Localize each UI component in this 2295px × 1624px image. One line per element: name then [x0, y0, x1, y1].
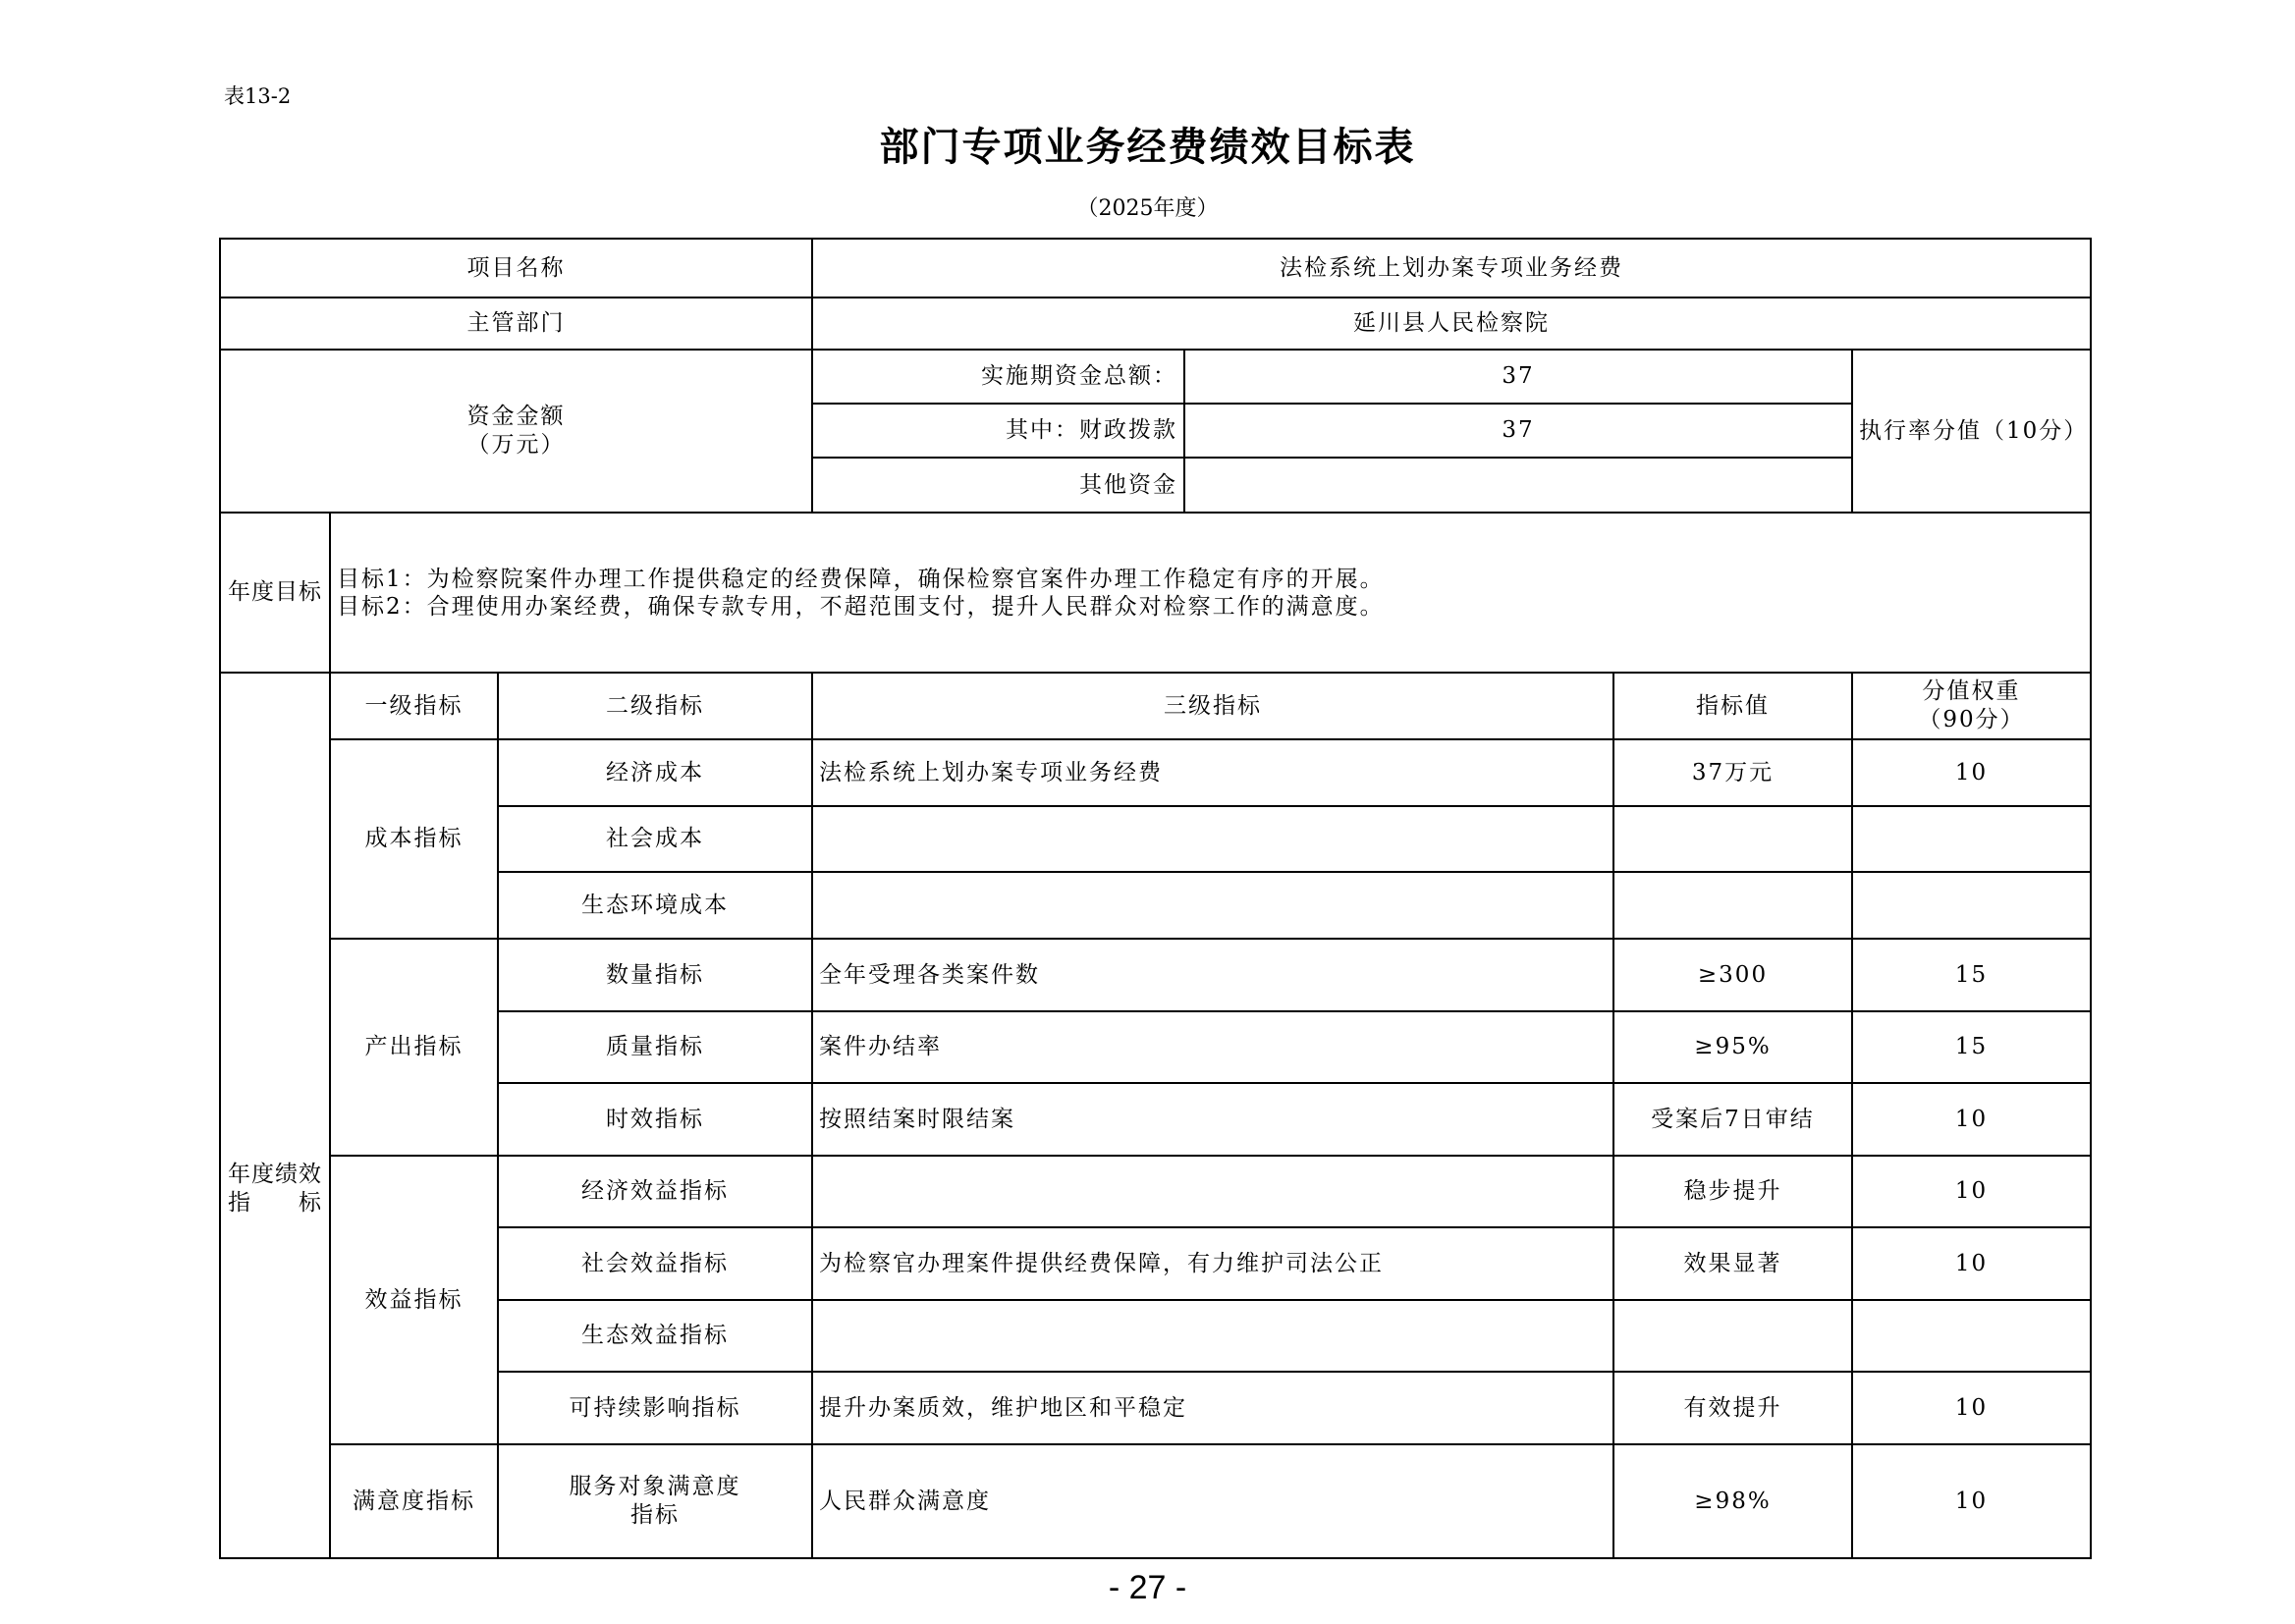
project-name-row — [220, 239, 2091, 298]
department-row — [220, 298, 2091, 350]
indicator-header-row — [220, 673, 2091, 739]
level3-cell: 按照结案时限结案 — [812, 1083, 1613, 1156]
table-number: 表13-2 — [224, 84, 292, 108]
side-label-line2: 指 标 — [228, 1190, 322, 1216]
table-row — [220, 1083, 2091, 1156]
value-cell — [1613, 872, 1852, 939]
group-benefit: 效益指标 — [330, 1156, 498, 1444]
value-cell — [1613, 1300, 1852, 1372]
value-cell — [1613, 806, 1852, 872]
level3-cell — [812, 1300, 1613, 1372]
weight-cell: 10 — [1852, 1372, 2091, 1444]
goal-2: 目标2：合理使用办案经费，确保专款专用，不超范围支付，提升人民群众对检察工作的满意度。 — [337, 593, 1385, 620]
project-name-label: 项目名称 — [220, 239, 812, 298]
annual-goals-label: 年度目标 — [220, 513, 330, 673]
fund-amount-label-line2: （万元） — [466, 432, 566, 458]
weight-cell: 10 — [1852, 739, 2091, 806]
fund-total-label: 实施期资金总额： — [812, 350, 1184, 404]
weight-cell — [1852, 1300, 2091, 1372]
header-weight-line1: 分值权重 — [1922, 678, 2021, 705]
weight-cell: 15 — [1852, 939, 2091, 1011]
value-cell: ≥300 — [1613, 939, 1852, 1011]
level2-cell — [498, 1444, 812, 1558]
value-cell: 效果显著 — [1613, 1227, 1852, 1300]
header-weight-line2: （90分） — [1918, 707, 2025, 732]
header-level1: 一级指标 — [330, 673, 498, 739]
value-cell: ≥95% — [1613, 1011, 1852, 1083]
execution-rate-score: 执行率分值（10分） — [1852, 350, 2091, 513]
level3-cell — [812, 1156, 1613, 1227]
fund-total-value: 37 — [1184, 350, 1852, 404]
level3-cell: 法检系统上划办案专项业务经费 — [812, 739, 1613, 806]
level2-cell: 经济成本 — [498, 739, 812, 806]
value-cell: ≥98% — [1613, 1444, 1852, 1558]
level2-cell: 可持续影响指标 — [498, 1372, 812, 1444]
weight-cell — [1852, 872, 2091, 939]
side-label-line1: 年度绩效 — [228, 1162, 322, 1188]
page-title: 部门专项业务经费绩效目标表 — [879, 125, 1416, 170]
fiscal-appropriation-value: 37 — [1184, 404, 1852, 458]
fiscal-year: （2025年度） — [1076, 196, 1219, 221]
value-cell: 受案后7日审结 — [1613, 1083, 1852, 1156]
header-value: 指标值 — [1613, 673, 1852, 739]
level2-cell: 社会成本 — [498, 806, 812, 872]
level2-line1: 服务对象满意度 — [569, 1474, 741, 1500]
performance-target-table — [219, 238, 2092, 1559]
weight-cell: 10 — [1852, 1156, 2091, 1227]
table-row — [220, 1300, 2091, 1372]
fund-amount-label — [220, 350, 812, 513]
table-row — [220, 739, 2091, 806]
annual-goals-row — [220, 513, 2091, 673]
level3-cell — [812, 806, 1613, 872]
table-row — [220, 939, 2091, 1011]
table-row — [220, 1444, 2091, 1558]
table-row — [220, 1011, 2091, 1083]
weight-cell — [1852, 806, 2091, 872]
department-label: 主管部门 — [220, 298, 812, 350]
weight-cell: 15 — [1852, 1011, 2091, 1083]
value-cell: 有效提升 — [1613, 1372, 1852, 1444]
header-weight — [1852, 673, 2091, 739]
level3-cell — [812, 872, 1613, 939]
page-number: - 27 - — [1108, 1569, 1187, 1606]
weight-cell: 10 — [1852, 1444, 2091, 1558]
department-value: 延川县人民检察院 — [812, 298, 2091, 350]
level3-cell: 全年受理各类案件数 — [812, 939, 1613, 1011]
fund-amount-label-line1: 资金金额 — [466, 404, 566, 430]
table-row — [220, 1156, 2091, 1227]
weight-cell: 10 — [1852, 1083, 2091, 1156]
level2-cell: 生态环境成本 — [498, 872, 812, 939]
header-level2: 二级指标 — [498, 673, 812, 739]
fund-total-row — [220, 350, 2091, 404]
level2-cell: 时效指标 — [498, 1083, 812, 1156]
level2-cell: 社会效益指标 — [498, 1227, 812, 1300]
group-output: 产出指标 — [330, 939, 498, 1156]
value-cell: 稳步提升 — [1613, 1156, 1852, 1227]
group-satisfaction: 满意度指标 — [330, 1444, 498, 1558]
table-row — [220, 1372, 2091, 1444]
annual-goals-content — [330, 513, 2091, 673]
level3-cell: 案件办结率 — [812, 1011, 1613, 1083]
goal-1: 目标1：为检察院案件办理工作提供稳定的经费保障，确保检察官案件办理工作稳定有序的开展。 — [337, 566, 1385, 592]
project-name-value: 法检系统上划办案专项业务经费 — [812, 239, 2091, 298]
table-row — [220, 872, 2091, 939]
table-row — [220, 1227, 2091, 1300]
annual-performance-indicators-label — [220, 673, 330, 1558]
level2-cell: 经济效益指标 — [498, 1156, 812, 1227]
level2-cell: 数量指标 — [498, 939, 812, 1011]
other-funds-value — [1184, 458, 1852, 513]
level3-cell: 提升办案质效，维护地区和平稳定 — [812, 1372, 1613, 1444]
header-level3: 三级指标 — [812, 673, 1613, 739]
value-cell: 37万元 — [1613, 739, 1852, 806]
level2-line2: 指标 — [630, 1502, 680, 1528]
weight-cell: 10 — [1852, 1227, 2091, 1300]
level2-cell: 生态效益指标 — [498, 1300, 812, 1372]
other-funds-label: 其他资金 — [812, 458, 1184, 513]
group-cost: 成本指标 — [330, 739, 498, 939]
fiscal-appropriation-label: 其中：财政拨款 — [812, 404, 1184, 458]
level3-cell: 人民群众满意度 — [812, 1444, 1613, 1558]
level2-cell: 质量指标 — [498, 1011, 812, 1083]
level3-cell: 为检察官办理案件提供经费保障，有力维护司法公正 — [812, 1227, 1613, 1300]
table-row — [220, 806, 2091, 872]
